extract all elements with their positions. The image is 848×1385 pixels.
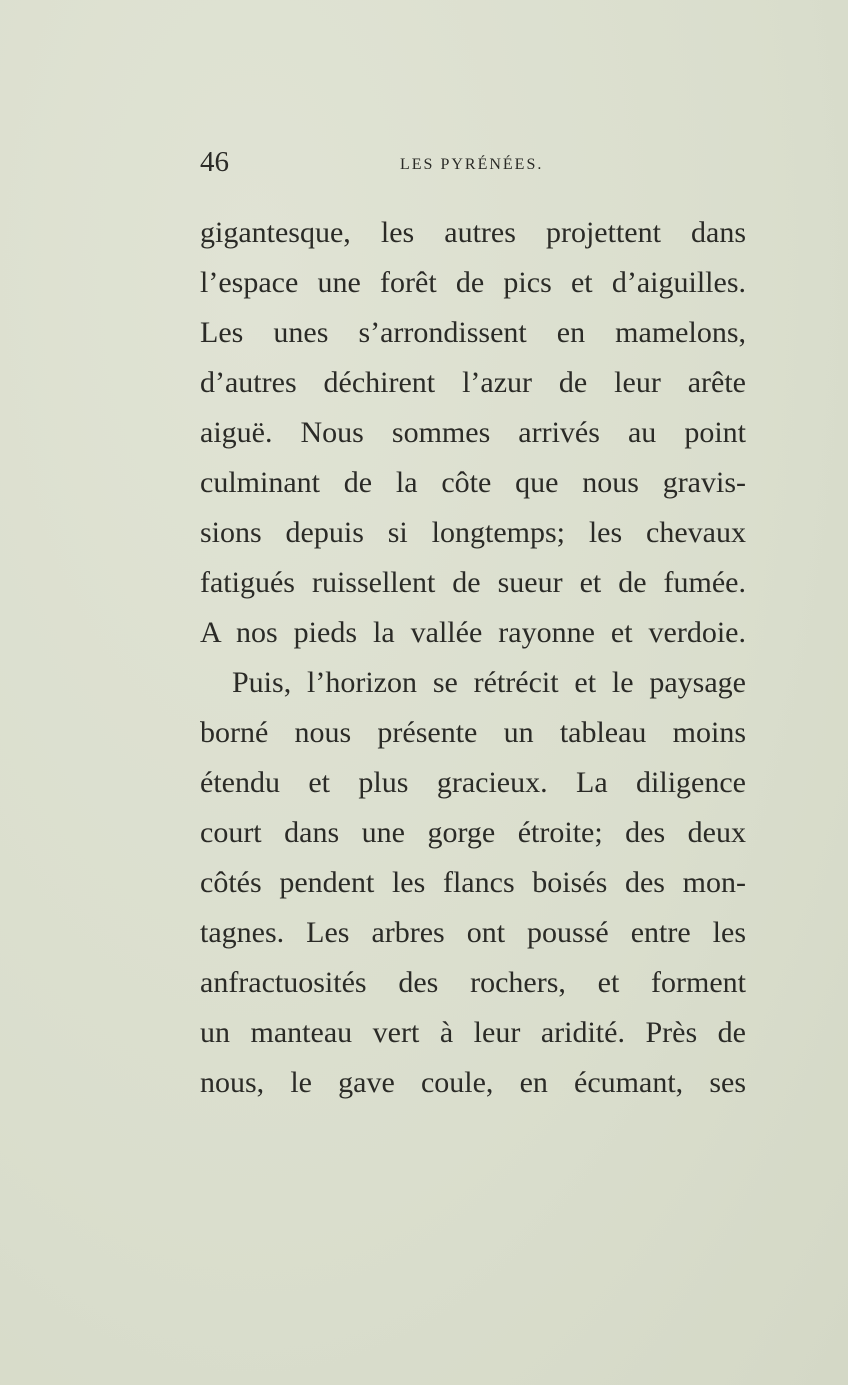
body-text: [200, 208, 746, 1108]
text-line: borné nous présente un tableau moins: [200, 716, 746, 749]
text-line: tagnes. Les arbres ont poussé entre les: [200, 916, 746, 949]
page-number: 46: [200, 146, 229, 178]
text-line: nous, le gave coule, en écumant, ses: [200, 1066, 746, 1099]
running-title: LES PYRÉNÉES.: [400, 156, 544, 173]
text-line: aiguë. Nous sommes arrivés au point: [200, 416, 746, 449]
text-line: un manteau vert à leur aridité. Près de: [200, 1016, 746, 1049]
text-line: étendu et plus gracieux. La diligence: [200, 766, 746, 799]
text-line: A nos pieds la vallée rayonne et verdoie.: [200, 616, 746, 649]
text-line: d’autres déchirent l’azur de leur arête: [200, 366, 746, 399]
text-line: Les unes s’arrondissent en mamelons,: [200, 316, 746, 349]
text-line: l’espace une forêt de pics et d’aiguilles.: [200, 266, 746, 299]
text-line: côtés pendent les flancs boisés des mon-: [200, 866, 746, 899]
page-header: [200, 146, 745, 182]
text-line: sions depuis si longtemps; les chevaux: [200, 516, 746, 549]
text-line: fatigués ruissellent de sueur et de fumée.: [200, 566, 746, 599]
paragraph-first-line: Puis, l’horizon se rétrécit et le paysage: [232, 666, 746, 699]
text-line: court dans une gorge étroite; des deux: [200, 816, 746, 849]
text-line: culminant de la côte que nous gravis-: [200, 466, 746, 499]
text-line: anfractuosités des rochers, et forment: [200, 966, 746, 999]
text-line: gigantesque, les autres projettent dans: [200, 216, 746, 249]
